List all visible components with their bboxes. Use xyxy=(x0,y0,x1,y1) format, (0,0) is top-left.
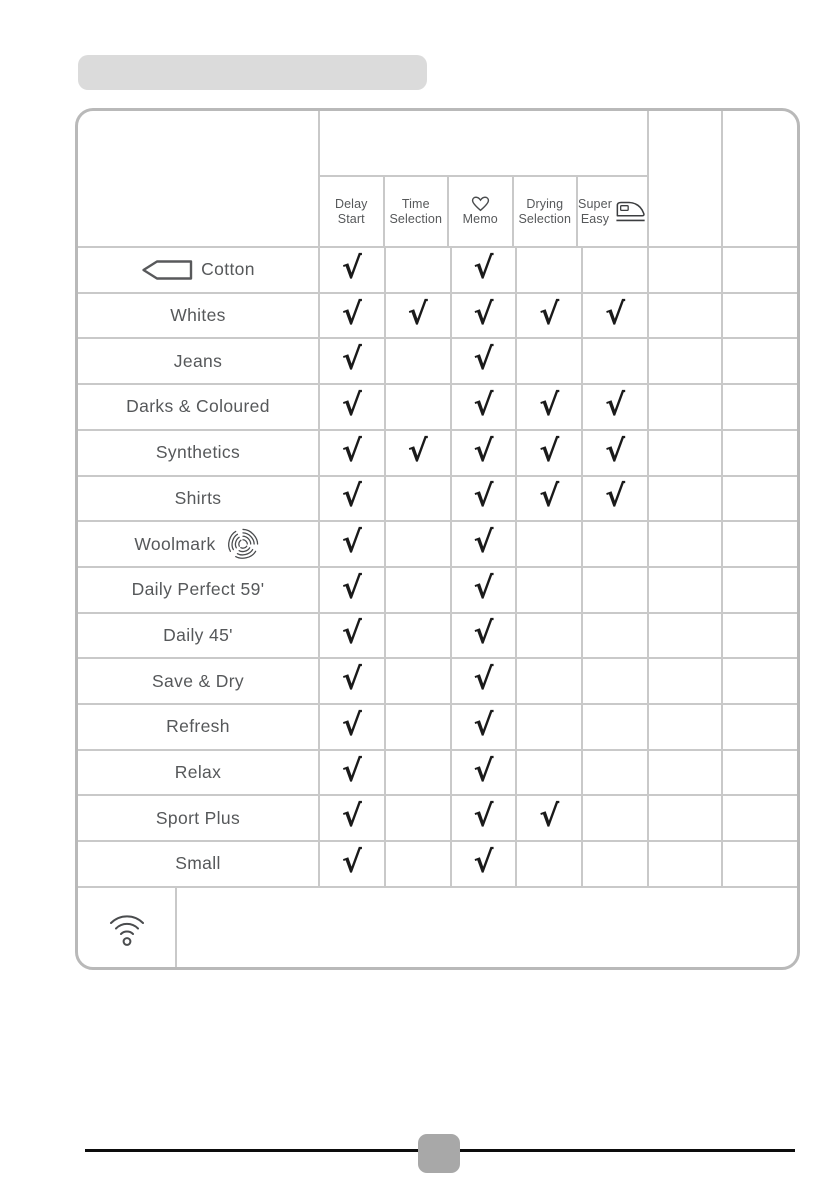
check-mark: √ xyxy=(473,753,494,789)
program-label: Small xyxy=(175,853,221,874)
wifi-cell xyxy=(78,888,175,967)
column-header-super-easy xyxy=(578,177,647,246)
check-cell xyxy=(517,431,581,475)
program-label: Woolmark xyxy=(134,533,216,554)
check-mark: √ xyxy=(473,570,494,606)
check-cell xyxy=(452,751,516,795)
check-cell xyxy=(452,248,516,292)
extra-column-header-1 xyxy=(649,111,721,246)
check-mark: √ xyxy=(473,616,494,652)
column-header-time-selection xyxy=(385,177,448,246)
check-cell xyxy=(517,477,581,521)
empty-cell xyxy=(649,248,721,292)
empty-cell xyxy=(386,659,450,703)
empty-cell xyxy=(583,248,647,292)
check-mark: √ xyxy=(341,753,362,789)
program-label: Shirts xyxy=(174,487,222,508)
empty-cell xyxy=(583,522,647,566)
empty-cell xyxy=(723,522,797,566)
empty-cell xyxy=(517,568,581,612)
program-label: Jeans xyxy=(173,350,223,371)
check-mark: √ xyxy=(473,479,494,515)
column-header-label: Super xyxy=(578,196,612,211)
empty-cell xyxy=(517,522,581,566)
empty-cell xyxy=(386,842,450,886)
empty-cell xyxy=(723,294,797,338)
empty-cell xyxy=(583,659,647,703)
cotton-tag-icon xyxy=(141,259,193,281)
program-row-woolmark xyxy=(78,522,318,566)
empty-cell xyxy=(517,751,581,795)
page-number-placeholder xyxy=(418,1134,460,1173)
check-cell xyxy=(452,477,516,521)
program-label: Cotton xyxy=(201,259,255,280)
check-cell xyxy=(452,614,516,658)
empty-cell xyxy=(723,248,797,292)
column-header-label: Selection xyxy=(518,211,572,226)
program-row-jeans xyxy=(78,339,318,383)
check-mark: √ xyxy=(473,387,494,423)
check-mark: √ xyxy=(407,296,428,332)
column-header-label: Easy xyxy=(580,211,610,226)
check-cell xyxy=(320,431,384,475)
check-mark: √ xyxy=(605,479,626,515)
check-cell xyxy=(583,477,647,521)
empty-cell xyxy=(386,705,450,749)
check-mark: √ xyxy=(473,707,494,743)
empty-cell xyxy=(723,751,797,795)
check-cell xyxy=(320,842,384,886)
check-mark: √ xyxy=(539,296,560,332)
empty-cell xyxy=(583,751,647,795)
column-header-label: Drying xyxy=(526,196,564,211)
empty-cell xyxy=(723,385,797,429)
check-mark: √ xyxy=(341,296,362,332)
iron-icon xyxy=(615,199,647,224)
program-row-sport-plus xyxy=(78,796,318,840)
column-header-label: Start xyxy=(337,211,365,226)
check-cell xyxy=(452,705,516,749)
program-row-shirts xyxy=(78,477,318,521)
column-header-drying-selection xyxy=(514,177,577,246)
program-feature-table xyxy=(75,108,800,970)
empty-cell xyxy=(649,659,721,703)
check-cell xyxy=(320,477,384,521)
check-mark: √ xyxy=(341,570,362,606)
section-title-placeholder xyxy=(78,55,427,90)
empty-cell xyxy=(583,705,647,749)
check-cell xyxy=(320,614,384,658)
extra-column-header-2 xyxy=(723,111,797,246)
feature-header-row xyxy=(320,177,647,246)
check-cell xyxy=(452,842,516,886)
check-cell xyxy=(452,431,516,475)
column-header-label: Delay xyxy=(334,196,368,211)
check-cell xyxy=(583,431,647,475)
check-mark: √ xyxy=(473,525,494,561)
empty-cell xyxy=(649,796,721,840)
check-mark: √ xyxy=(473,342,494,378)
empty-cell xyxy=(517,614,581,658)
empty-cell xyxy=(649,705,721,749)
check-mark: √ xyxy=(539,799,560,835)
heart-icon xyxy=(471,196,490,212)
check-mark: √ xyxy=(539,387,560,423)
features-group-header xyxy=(320,111,647,175)
empty-cell xyxy=(517,248,581,292)
features-header-group xyxy=(320,111,647,246)
empty-cell xyxy=(583,614,647,658)
empty-cell xyxy=(386,796,450,840)
empty-cell xyxy=(583,796,647,840)
program-row-save-dry xyxy=(78,659,318,703)
check-cell xyxy=(320,294,384,338)
column-header-delay-start xyxy=(320,177,383,246)
program-row-daily-perfect-59 xyxy=(78,568,318,612)
empty-cell xyxy=(649,751,721,795)
check-mark: √ xyxy=(407,433,428,469)
check-mark: √ xyxy=(341,433,362,469)
column-header-label: Selection xyxy=(389,211,443,226)
program-column-header xyxy=(78,111,318,246)
wifi-icon xyxy=(104,906,150,948)
empty-cell xyxy=(649,431,721,475)
empty-cell xyxy=(723,614,797,658)
check-mark: √ xyxy=(341,525,362,561)
check-cell xyxy=(517,294,581,338)
empty-cell xyxy=(723,705,797,749)
empty-cell xyxy=(517,659,581,703)
check-cell xyxy=(452,339,516,383)
check-mark: √ xyxy=(341,799,362,835)
check-cell xyxy=(320,796,384,840)
empty-cell xyxy=(723,568,797,612)
empty-cell xyxy=(649,385,721,429)
empty-cell xyxy=(649,842,721,886)
empty-cell xyxy=(723,477,797,521)
column-header-memo xyxy=(449,177,512,246)
check-mark: √ xyxy=(605,296,626,332)
program-row-daily-45 xyxy=(78,614,318,658)
check-cell xyxy=(320,705,384,749)
empty-cell xyxy=(583,842,647,886)
empty-cell xyxy=(649,477,721,521)
empty-cell xyxy=(649,294,721,338)
bottom-rule-left xyxy=(85,1149,418,1152)
program-label: Whites xyxy=(170,305,226,326)
program-label: Darks & Coloured xyxy=(126,396,270,417)
check-mark: √ xyxy=(473,250,494,286)
check-cell xyxy=(386,294,450,338)
empty-cell xyxy=(723,339,797,383)
check-mark: √ xyxy=(341,250,362,286)
program-row-whites xyxy=(78,294,318,338)
check-cell xyxy=(583,294,647,338)
program-label: Daily 45' xyxy=(163,624,233,645)
empty-cell xyxy=(649,568,721,612)
column-header-label: Memo xyxy=(462,212,498,227)
check-mark: √ xyxy=(605,387,626,423)
empty-cell xyxy=(649,614,721,658)
check-cell xyxy=(452,522,516,566)
bottom-rule-right xyxy=(460,1149,795,1152)
table-footer-row xyxy=(78,888,797,967)
empty-cell xyxy=(386,477,450,521)
check-cell xyxy=(517,385,581,429)
check-cell xyxy=(452,568,516,612)
check-cell xyxy=(452,385,516,429)
check-cell xyxy=(320,568,384,612)
program-row-synthetics xyxy=(78,431,318,475)
program-row-darks-coloured xyxy=(78,385,318,429)
check-cell xyxy=(320,385,384,429)
check-cell xyxy=(320,522,384,566)
empty-cell xyxy=(386,614,450,658)
check-mark: √ xyxy=(473,799,494,835)
program-label: Synthetics xyxy=(155,442,241,463)
program-label: Save & Dry xyxy=(152,670,244,691)
program-label: Daily Perfect 59' xyxy=(131,579,265,600)
program-row-relax xyxy=(78,751,318,795)
empty-cell xyxy=(649,339,721,383)
check-mark: √ xyxy=(341,479,362,515)
check-cell xyxy=(517,796,581,840)
empty-cell xyxy=(386,385,450,429)
check-mark: √ xyxy=(473,433,494,469)
check-mark: √ xyxy=(473,662,494,698)
empty-cell xyxy=(583,568,647,612)
woolmark-icon xyxy=(224,526,262,562)
program-row-refresh xyxy=(78,705,318,749)
check-mark: √ xyxy=(341,707,362,743)
check-mark: √ xyxy=(539,479,560,515)
check-mark: √ xyxy=(473,844,494,880)
check-mark: √ xyxy=(341,616,362,652)
empty-cell xyxy=(517,705,581,749)
empty-cell xyxy=(517,339,581,383)
check-mark: √ xyxy=(473,296,494,332)
empty-cell xyxy=(649,522,721,566)
check-mark: √ xyxy=(539,433,560,469)
empty-cell xyxy=(723,796,797,840)
check-cell xyxy=(583,385,647,429)
check-mark: √ xyxy=(605,433,626,469)
check-cell xyxy=(320,751,384,795)
check-mark: √ xyxy=(341,662,362,698)
check-mark: √ xyxy=(341,342,362,378)
program-row-small xyxy=(78,842,318,886)
program-label: Sport Plus xyxy=(155,807,241,828)
check-cell xyxy=(320,659,384,703)
check-cell xyxy=(452,659,516,703)
check-cell xyxy=(452,796,516,840)
check-cell xyxy=(320,339,384,383)
check-mark: √ xyxy=(341,387,362,423)
empty-cell xyxy=(386,339,450,383)
check-cell xyxy=(452,294,516,338)
empty-cell xyxy=(517,842,581,886)
empty-cell xyxy=(723,659,797,703)
program-label: Refresh xyxy=(166,716,230,737)
empty-cell xyxy=(386,248,450,292)
check-cell xyxy=(386,431,450,475)
empty-cell xyxy=(583,339,647,383)
empty-cell xyxy=(386,751,450,795)
empty-cell xyxy=(723,842,797,886)
column-header-label: Time xyxy=(401,196,430,211)
program-label: Relax xyxy=(174,762,222,783)
program-row-cotton xyxy=(78,248,318,292)
empty-cell xyxy=(386,522,450,566)
empty-cell xyxy=(386,568,450,612)
empty-cell xyxy=(723,431,797,475)
footer-note xyxy=(177,888,797,967)
check-cell xyxy=(320,248,384,292)
check-mark: √ xyxy=(341,844,362,880)
